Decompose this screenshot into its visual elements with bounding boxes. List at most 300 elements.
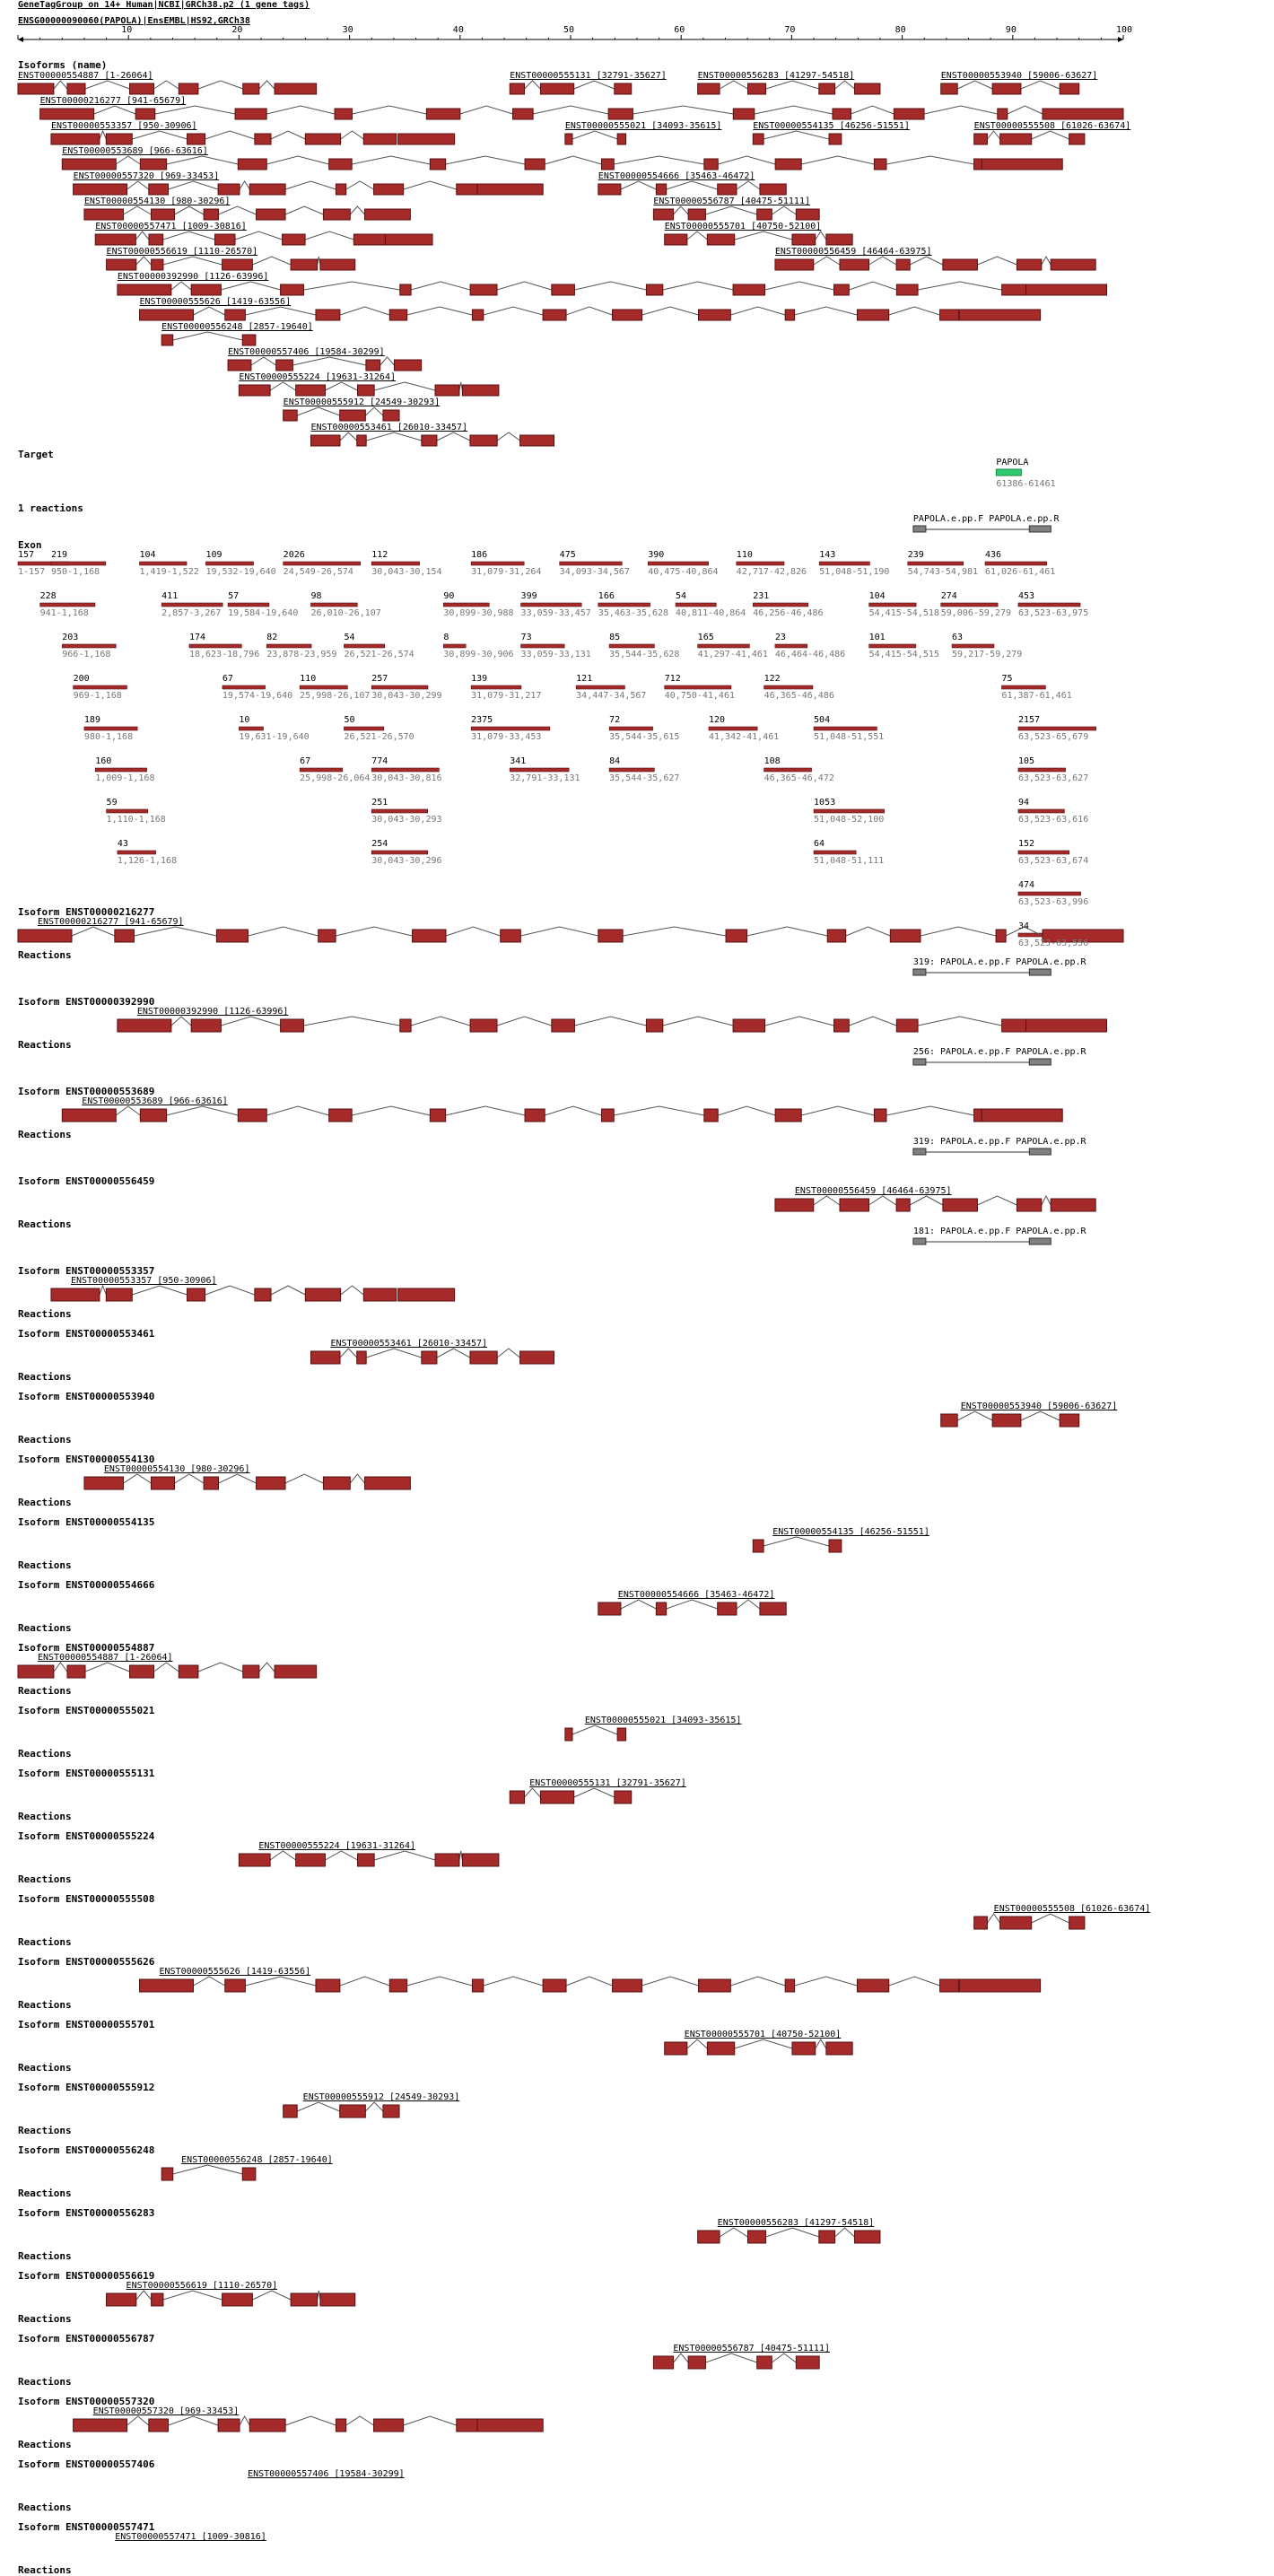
overview-transcript-label[interactable]: ENST00000555508 [61026-63674] (973, 121, 1131, 131)
exon-length-label: 143 (819, 550, 836, 560)
intron-line (687, 2039, 707, 2048)
exon-block (665, 234, 687, 245)
intron-line (219, 206, 257, 214)
isoform-transcript-label[interactable]: ENST00000555224 [19631-31264] (258, 1841, 415, 1851)
exon-block (243, 83, 259, 94)
overview-transcript-label[interactable]: ENST00000555626 [1419-63556] (139, 297, 292, 307)
exon-block (435, 1854, 459, 1866)
exon-block (179, 1665, 198, 1678)
exon-block (653, 209, 673, 220)
reactions-subsection-title: Reactions (18, 1936, 72, 1948)
exon-bar (985, 562, 1047, 565)
forward-primer (913, 1238, 926, 1244)
exon-block (753, 1540, 764, 1552)
intron-line (285, 181, 336, 189)
intron-line (720, 81, 747, 89)
exon-length-label: 152 (1017, 839, 1035, 849)
isoform-section-title: Isoform ENST00000553357 (18, 1265, 155, 1277)
reaction-primer-label: 319: PAPOLA.e.pp.F PAPOLA.e.pp.R (912, 1137, 1086, 1147)
intron-line (168, 181, 218, 189)
intron-line (132, 131, 187, 139)
intron-line (173, 2165, 242, 2174)
exon-length-label: 341 (510, 756, 527, 766)
reaction-primer-label: 319: PAPOLA.e.pp.F PAPOLA.e.pp.R (912, 957, 1086, 967)
exon-length-label: 90 (443, 591, 455, 601)
isoform-section-title: Isoform ENST00000555912 (18, 2082, 155, 2093)
intron-line (340, 1977, 389, 1986)
intron-line (251, 357, 276, 365)
intron-line (705, 2353, 756, 2362)
exon-bar (239, 727, 263, 730)
isoform-transcript-label[interactable]: ENST00000557471 [1009-30816] (115, 2532, 266, 2542)
exon-block (857, 1979, 888, 1992)
exon-range-label: 51,048-51,190 (819, 567, 890, 577)
exon-range-label: 1,110-1,168 (106, 815, 166, 825)
exon-range-label: 54,415-54,515 (868, 650, 939, 659)
exon-block (223, 259, 253, 270)
reactions-subsection-title: Reactions (18, 1748, 72, 1760)
intron-line (374, 1851, 435, 1860)
exon-block (941, 1414, 957, 1427)
intron-line (155, 106, 235, 114)
overview-transcript-label[interactable]: ENST00000555912 [24549-30293] (283, 397, 441, 407)
exon-bar (300, 685, 347, 689)
intron-line (1032, 131, 1069, 139)
intron-line (411, 1017, 470, 1026)
intron-line (566, 307, 612, 315)
isoform-transcript-label[interactable]: ENST00000555508 [61026-63674] (993, 1904, 1151, 1914)
exon-bar (371, 562, 419, 565)
exon-length-label: 43 (117, 839, 128, 849)
isoform-transcript-label[interactable]: ENST00000556619 [1110-26570] (126, 2281, 278, 2291)
exon-range-label: 59,217-59,279 (952, 650, 1023, 659)
exon-range-label: 41,297-41,461 (697, 650, 768, 659)
exon-bar (814, 809, 885, 813)
exon-bar (869, 644, 916, 648)
exon-length-label: 274 (940, 591, 957, 601)
exon-block (204, 1477, 218, 1489)
exon-block (457, 184, 478, 195)
exon-block (218, 184, 240, 195)
exon-block (992, 1414, 1021, 1427)
intron-line (116, 1106, 140, 1115)
target-marker (996, 469, 1021, 476)
gene-identifier[interactable]: ENSG00000090060(PAPOLA)|EnsEMBL|HS92,GRCh38 (18, 16, 250, 26)
isoform-transcript-label[interactable]: ENST00000553461 [26010-33457] (330, 1339, 488, 1349)
isoform-transcript-label[interactable]: ENST00000553940 [59006-63627] (960, 1402, 1118, 1411)
intron-line (297, 407, 339, 415)
exon-block (118, 284, 171, 295)
exon-length-label: 189 (83, 715, 100, 725)
exon-block (413, 930, 446, 942)
exon-length-label: 108 (764, 756, 781, 766)
exon-range-label: 59,006-59,279 (940, 608, 1011, 618)
exon-block (179, 83, 198, 94)
exon-block (1043, 109, 1123, 119)
intron-line (642, 1977, 699, 1986)
exon-bar (84, 727, 137, 730)
exon-bar (737, 562, 784, 565)
isoform-section-title: Isoform ENST00000554135 (18, 1516, 155, 1528)
exon-block (310, 1351, 340, 1364)
exon-range-label: 18,623-18,796 (188, 650, 260, 659)
intron-line (135, 231, 149, 240)
exon-block (340, 410, 366, 421)
exon-bar (228, 603, 269, 607)
exon-block (374, 2419, 404, 2432)
intron-line (437, 1349, 470, 1358)
intron-line (766, 2228, 819, 2237)
intron-line (221, 282, 280, 290)
gene-tag-group-title[interactable]: GeneTagGroup on 14+ Human|NCBI|GRCh38.p2 (1 gene tags) (18, 0, 310, 10)
exon-block (135, 109, 155, 119)
overview-transcript-label[interactable]: ENST00000553461 [26010-33457] (310, 423, 468, 432)
exon-block (223, 2293, 253, 2306)
isoform-transcript-label[interactable]: ENST00000555626 [1419-63556] (159, 1967, 311, 1977)
exon-length-label: 72 (609, 715, 621, 725)
intron-line (957, 81, 992, 89)
exon-range-label: 51,048-52,100 (814, 815, 885, 825)
overview-transcript-label[interactable]: ENST00000556283 [41297-54518] (697, 71, 855, 81)
exon-length-label: 8 (443, 633, 449, 642)
intron-line (136, 257, 152, 265)
axis-arrow-right (1118, 37, 1123, 42)
exon-block (520, 435, 554, 446)
exon-block (796, 2356, 819, 2369)
intron-line (365, 407, 383, 415)
exon-block (310, 435, 340, 446)
exon-length-label: 23 (774, 633, 786, 642)
isoform-transcript-label[interactable]: ENST00000554666 [35463-46472] (617, 1590, 775, 1600)
overview-transcript-label[interactable]: ENST00000553940 [59006-63627] (940, 71, 1098, 81)
intron-line (705, 206, 756, 214)
isoform-section-title: Isoform ENST00000555021 (18, 1705, 155, 1716)
exon-block (615, 1791, 632, 1803)
exon-length-label: 203 (62, 633, 79, 642)
exon-block (161, 2168, 173, 2180)
intron-line (484, 1977, 543, 1986)
exon-range-label: 30,043-30,296 (371, 856, 442, 866)
intron-line (167, 156, 239, 164)
exon-block (940, 310, 959, 320)
isoform-transcript-label[interactable]: ENST00000555021 [34093-35615] (584, 1716, 742, 1725)
exon-range-label: 46,365-46,472 (764, 773, 834, 783)
intron-line (737, 1600, 760, 1609)
intron-line (801, 1106, 874, 1115)
exon-range-label: 34,093-34,567 (559, 567, 630, 577)
exon-length-label: 67 (222, 674, 233, 684)
exon-block (829, 1540, 842, 1552)
intron-line (404, 2416, 457, 2425)
exon-bar (665, 685, 731, 689)
exon-block (430, 159, 445, 170)
exon-length-label: 105 (1017, 756, 1035, 766)
reverse-primer (1029, 1148, 1051, 1155)
exon-range-label: 25,998-26,107 (300, 691, 371, 701)
intron-line (94, 106, 136, 114)
target-range: 61386-61461 (996, 479, 1056, 489)
intron-line (219, 1474, 257, 1483)
exon-block (385, 234, 432, 245)
exon-length-label: 174 (188, 633, 206, 642)
isoform-transcript-label[interactable]: ENST00000553357 [950-30906] (70, 1276, 217, 1286)
isoform-transcript-label[interactable]: ENST00000392990 [1126-63996] (136, 1007, 289, 1017)
exon-bar (371, 768, 439, 772)
intron-line (921, 927, 996, 936)
overview-transcript-label[interactable]: ENST00000216277 [941-65679] (39, 96, 187, 106)
exon-range-label: 30,043-30,154 (371, 567, 442, 577)
exon-range-label: 34,447-34,567 (576, 691, 647, 701)
isoform-section-title: Isoform ENST00000554666 (18, 1579, 155, 1591)
exon-block (51, 1288, 100, 1301)
reactions-subsection-title: Reactions (18, 2564, 72, 2576)
exon-range-label: 63,523-63,556 (1017, 939, 1089, 948)
isoform-transcript-label[interactable]: ENST00000556283 [41297-54518] (717, 2218, 875, 2228)
intron-line (124, 1474, 152, 1483)
exon-block (718, 1602, 737, 1615)
overview-transcript-label[interactable]: ENST00000553357 [950-30906] (50, 121, 197, 131)
intron-line (755, 106, 833, 114)
exon-block (753, 134, 764, 144)
intron-line (566, 1977, 612, 1986)
intron-line (849, 282, 896, 290)
overview-transcript-label[interactable]: ENST00000557406 [19584-30299] (228, 347, 385, 357)
intron-line (270, 1851, 296, 1860)
exon-block (305, 134, 340, 144)
exon-block (653, 2356, 673, 2369)
exon-block (323, 1477, 350, 1489)
intron-line (614, 1106, 704, 1115)
exon-block (152, 2293, 163, 2306)
reactions-subsection-title: Reactions (18, 2376, 72, 2388)
exon-length-label: 121 (576, 674, 593, 684)
exon-range-label: 35,463-35,628 (598, 608, 669, 618)
intron-line (846, 927, 891, 936)
intron-line (623, 927, 726, 936)
intron-line (167, 1106, 239, 1115)
intron-line (411, 282, 470, 290)
exon-range-label: 24,549-26,574 (283, 567, 353, 577)
exon-block (336, 2419, 345, 2432)
isoform-transcript-label[interactable]: ENST00000555701 [40750-52100] (684, 2030, 842, 2039)
exon-bar (344, 727, 383, 730)
exon-length-label: 453 (1017, 591, 1035, 601)
exon-range-label: 54,743-54,981 (907, 567, 979, 577)
intron-line (116, 156, 140, 164)
exon-block (477, 2419, 543, 2432)
exon-range-label: 26,521-26,574 (344, 650, 414, 659)
isoform-transcript-label[interactable]: ENST00000556787 [40475-51111] (673, 2344, 830, 2353)
intron-line (352, 1106, 430, 1115)
isoform-transcript-label[interactable]: ENST00000557320 [969-33453] (92, 2406, 240, 2416)
exon-length-label: 160 (95, 756, 112, 766)
exon-length-label: 228 (39, 591, 57, 601)
exon-length-label: 67 (300, 756, 311, 766)
overview-transcript-label[interactable]: ENST00000555131 [32791-35627] (510, 71, 667, 81)
exon-range-label: 1-157 (18, 567, 46, 577)
overview-transcript-label[interactable]: ENST00000555224 [19631-31264] (239, 372, 396, 382)
exon-block (747, 2231, 765, 2243)
exon-block (890, 930, 921, 942)
isoform-transcript-label[interactable]: ENST00000556248 [2857-19640] (181, 2155, 333, 2165)
forward-primer (913, 1059, 926, 1065)
isoform-transcript-label[interactable]: ENST00000554130 [980-30296] (103, 1464, 250, 1474)
exon-block (188, 1288, 205, 1301)
intron-line (497, 282, 552, 290)
exon-block (152, 259, 163, 270)
axis-tick-label: 100 (1116, 25, 1133, 35)
overview-transcript-label[interactable]: ENST00000556459 [46464-63975] (774, 247, 932, 257)
exon-block (819, 2231, 835, 2243)
exon-bar (471, 562, 524, 565)
intron-line (154, 1663, 179, 1672)
exon-block (398, 134, 455, 144)
exon-range-label: 46,464-46,486 (774, 650, 846, 659)
intron-line (366, 1349, 422, 1358)
exon-range-label: 26,010-26,107 (310, 608, 381, 618)
intron-line (205, 131, 255, 139)
exon-bar (266, 644, 311, 648)
isoform-transcript-label[interactable]: ENST00000555131 [32791-35627] (529, 1778, 686, 1788)
isoform-transcript-label[interactable]: ENST00000557406 [19584-30299] (248, 2469, 405, 2479)
exon-block (394, 360, 421, 371)
overview-transcript-label[interactable]: ENST00000554135 [46256-51551] (753, 121, 910, 131)
overview-transcript-label[interactable]: ENST00000555021 [34093-35615] (564, 121, 722, 131)
exon-block (140, 159, 166, 170)
exon-block (896, 1199, 910, 1211)
intron-line (446, 1106, 525, 1115)
intron-line (341, 1286, 364, 1295)
exon-block (62, 1109, 116, 1122)
overview-transcript-label[interactable]: ENST00000556619 [1110-26570] (106, 247, 258, 257)
exon-length-label: 2026 (283, 550, 305, 560)
exon-block (462, 385, 499, 396)
intron-line (380, 357, 395, 365)
exon-block (276, 360, 293, 371)
exon-length-label: 120 (709, 715, 726, 725)
isoform-section-title: Isoform ENST00000553940 (18, 1391, 155, 1402)
exon-block (374, 184, 404, 195)
exon-length-label: 390 (648, 550, 665, 560)
exon-block (275, 1665, 317, 1678)
exon-range-label: 980-1,168 (83, 732, 134, 742)
intron-line (765, 282, 834, 290)
isoform-transcript-label[interactable]: ENST00000555912 [24549-30293] (302, 2092, 460, 2102)
intron-line (718, 156, 775, 164)
intron-line (459, 1851, 462, 1860)
intron-line (977, 1196, 1017, 1205)
target-gene-name: PAPOLA (996, 458, 1029, 467)
overview-transcript-label[interactable]: ENST00000557471 [1009-30816] (95, 222, 247, 231)
isoform-transcript-label[interactable]: ENST00000554887 [1-26064] (38, 1653, 173, 1663)
exon-range-label: 46,365-46,486 (764, 691, 834, 701)
exon-block (291, 2293, 318, 2306)
exon-block (840, 1199, 869, 1211)
intron-line (667, 1600, 718, 1609)
reactions-subsection-title: Reactions (18, 2439, 72, 2450)
intron-line (446, 156, 525, 164)
exon-block (608, 109, 633, 119)
isoform-transcript-label[interactable]: ENST00000556459 [46464-63975] (794, 1186, 952, 1196)
exon-block (477, 184, 543, 195)
exon-length-label: 57 (228, 591, 240, 601)
exon-block (389, 310, 406, 320)
overview-transcript-label[interactable]: ENST00000392990 [1126-63996] (117, 272, 269, 282)
isoform-section-title: Isoform ENST00000554130 (18, 1454, 155, 1465)
exon-block (18, 1665, 54, 1678)
intron-line (1021, 81, 1060, 89)
intron-line (1042, 257, 1051, 265)
isoform-transcript-label[interactable]: ENST00000216277 [941-65679] (38, 917, 184, 927)
exon-block (785, 310, 794, 320)
isoform-transcript-label[interactable]: ENST00000553689 [966-63616] (82, 1096, 228, 1106)
overview-transcript-label[interactable]: ENST00000556248 [2857-19640] (161, 322, 313, 332)
exon-bar (521, 603, 582, 607)
exon-block (225, 1979, 246, 1992)
exon-length-label: 251 (371, 798, 388, 808)
intron-line (621, 1600, 656, 1609)
intron-line (194, 307, 225, 315)
exon-block (1000, 1917, 1032, 1929)
intron-line (886, 156, 974, 164)
exon-block (510, 83, 524, 94)
axis-tick-label: 80 (894, 25, 906, 35)
exon-length-label: 63 (952, 633, 964, 642)
overview-transcript-label[interactable]: ENST00000554887 [1-26064] (18, 71, 153, 81)
reactions-subsection-title: Reactions (18, 1129, 72, 1140)
exon-range-label: 31,079-31,217 (471, 691, 542, 701)
exon-bar (471, 727, 550, 730)
exon-bar (140, 562, 188, 565)
exon-range-label: 30,043-30,293 (371, 815, 442, 825)
intron-line (730, 307, 785, 315)
intron-line (1008, 106, 1043, 114)
overview-transcript-label[interactable]: ENST00000556787 [40475-51111] (653, 196, 810, 206)
intron-line (747, 927, 828, 936)
isoform-transcript-label[interactable]: ENST00000554135 [46256-51551] (772, 1527, 929, 1537)
overview-transcript-label[interactable]: ENST00000557320 [969-33453] (73, 171, 220, 181)
intron-line (352, 156, 430, 164)
exon-block (733, 109, 755, 119)
axis-tick-label: 50 (563, 25, 575, 35)
exon-bar (205, 562, 253, 565)
exon-length-label: 200 (73, 674, 90, 684)
exon-block (140, 1109, 166, 1122)
overview-transcript-label[interactable]: ENST00000554130 [980-30296] (83, 196, 231, 206)
reactions-subsection-title: Reactions (18, 1308, 72, 1320)
exon-range-label: 23,878-23,959 (266, 650, 337, 659)
overview-transcript-label[interactable]: ENST00000555701 [40750-52100] (664, 222, 822, 231)
exon-length-label: 34 (1017, 921, 1029, 931)
exon-block (305, 1288, 340, 1301)
overview-transcript-label[interactable]: ENST00000553689 [966-63616] (62, 146, 208, 156)
reactions-count-title: 1 reactions (18, 502, 83, 514)
intron-line (171, 282, 191, 290)
exon-range-label: 969-1,168 (73, 691, 122, 701)
exon-block (943, 1199, 978, 1211)
intron-line (574, 282, 646, 290)
exon-block (225, 310, 246, 320)
exon-range-label: 46,256-46,486 (753, 608, 824, 618)
exon-block (520, 1351, 554, 1364)
intron-line (325, 382, 357, 390)
exon-bar (443, 644, 466, 648)
exon-length-label: 101 (868, 633, 886, 642)
axis-tick-label: 90 (1005, 25, 1017, 35)
exon-block (698, 2231, 720, 2243)
intron-line (54, 1663, 67, 1672)
overview-transcript-label[interactable]: ENST00000554666 [35463-46472] (598, 171, 755, 181)
